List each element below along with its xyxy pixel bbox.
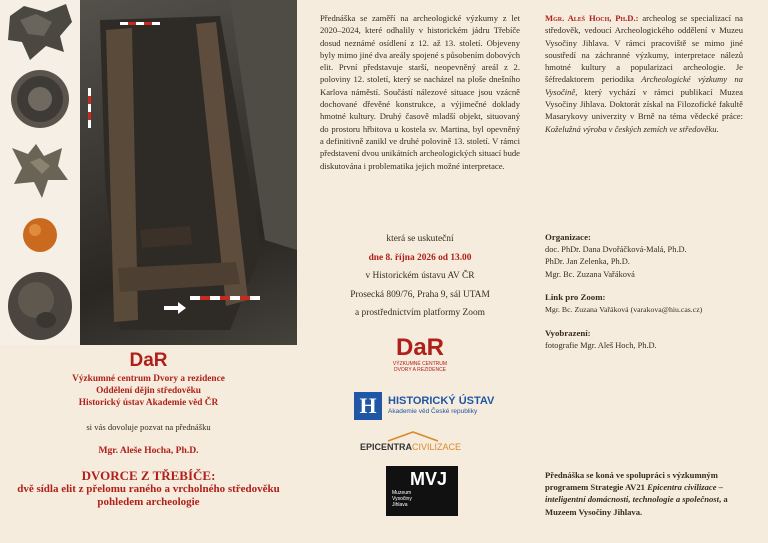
dar-logo-mark: DaR: [395, 334, 444, 361]
dar-logo-text: [380, 361, 460, 373]
event-address: Prosecká 809/76, Praha 9, sál UTAM: [350, 289, 490, 300]
cooperation-note: [545, 469, 745, 518]
ornament-image: [6, 140, 74, 200]
hu-logo-sub: Akademie věd České republiky: [388, 408, 478, 415]
excavation-image: [80, 0, 297, 345]
organizers-label: Organizace:: [545, 232, 591, 242]
org-line: Oddělení dějin středověku: [96, 386, 201, 397]
images-label: Vyobrazení:: [545, 328, 591, 338]
event-place-institute: v Historickém ústavu AV ČR: [365, 271, 475, 282]
epicentra-logo: [360, 430, 470, 456]
invite-text: si vás dovoluje pozvat na přednášku: [86, 421, 211, 432]
speaker-bio: [545, 12, 743, 135]
seal-image: [6, 68, 74, 130]
bio-text: archeolog se specializací na středověk, vedoucí Archeologického oddělení v Muzeu Vysočiny Jihlava. V rámci pracoviště se mimo jiné soustředí na záchranné výzkumy, interpretace nálezů hmotné kultury a popularizaci archeologie. Je šéfredaktorem periodika: [545, 13, 743, 85]
coop-program: Epicentra civilizace – inteligentní domácnosti, technologie a společnost: [545, 482, 723, 505]
mvj-line: Muzeum: [392, 490, 412, 496]
epicentra-roof-icon: [386, 430, 440, 442]
organizer-name: doc. PhDr. Dana Dvořáčková-Malá, Ph.D.: [545, 245, 687, 254]
event-intro: která se uskuteční: [386, 234, 454, 244]
dar-logo-line: VÝZKUMNÉ CENTRUM: [392, 361, 448, 367]
hu-logo-name: HISTORICKÝ ÚSTAV: [388, 395, 495, 407]
historicky-ustav-logo: [354, 392, 504, 420]
bio-thesis: Koželužná výroba v českých zemích ve středověku: [545, 123, 717, 134]
bead-image: [6, 212, 74, 258]
organizer-block: [0, 373, 297, 410]
mvj-logo-mark: MVJ: [410, 469, 448, 489]
bio-text-2: , který vychází v rámci publikací Muzea Vysočiny Jihlava. Doktorát získal na Filozofické fakultě Masarykovy univerzity v Brně na téma vědecké práce:: [545, 86, 743, 122]
mvj-line: Jihlava: [392, 502, 408, 508]
speaker-name: Mgr. Aleše Hocha, Ph.D.: [98, 444, 199, 456]
organizer-name: PhDr. Jan Zelenka, Ph.D.: [545, 257, 630, 267]
lecture-subtitle: [0, 483, 297, 510]
dar-logo-line: DVORY A REZIDENCE: [393, 367, 447, 373]
bio-journal: Archeologické výzkumy na Vysočině: [545, 74, 743, 97]
organizers-section: [545, 232, 755, 281]
epicentra-word: EPICENTRA: [360, 442, 413, 452]
zoom-section: [545, 292, 755, 316]
dar-logo: [380, 335, 460, 373]
zoom-contact: Mgr. Bc. Zuzana Vařáková (varakova@hiu.cas.cz): [545, 305, 703, 314]
event-date: dne 8. října 2026 od 13.00: [368, 252, 472, 263]
photo-panel: [0, 0, 297, 345]
organizer-list: [545, 244, 755, 281]
bio-end: .: [716, 123, 719, 134]
artifact-fragment-image: [6, 2, 74, 64]
abstract-text: Přednáška se zaměří na archeologické výzkumy z let 2020–2024, které odhalily v historickém jádru Třebíče dosud neznámé osídlení z 12. až 13. století. Objeveny byly mimo jiné dva areály spojené s působením dobových elit. První představuje starší, neopevněný areál z 2. poloviny 12. století, který se nacházel na ploše dnešního Karlova náměstí. Součástí nálezové situace jsou vzácně dochované dřevěné konstrukce, a výjimečné doklady hmotné kultury. Druhý časově mladší objekt, situovaný do prostoru hřbitova u kostela sv. Martina, byl opevněný a definitivně zanikl ve druhé polovině 13. století. V rámci představení dvou unikátních archeologických situací bude diskutována i problematika jejich možné interpretace.: [320, 13, 521, 171]
mvj-logo-text: [392, 490, 412, 508]
organizer-name: Mgr. Bc. Zuzana Vařáková: [545, 269, 635, 279]
coop-text: Přednáška se koná ve spolupráci s výzkumným programem Strategie AV21: [545, 470, 718, 493]
excavation-photo: [80, 0, 297, 345]
vessel-fragment-image: [6, 268, 74, 342]
dar-logo-small: DaR: [129, 350, 168, 371]
zoom-label: Link pro Zoom:: [545, 292, 606, 302]
subtitle-line: pohledem archeologie: [97, 496, 200, 509]
subtitle-line: dvě sídla elit z přelomu raného a vrcholného středověku: [17, 482, 280, 495]
bio-name: Mgr. Aleš Hoch, Ph.D.:: [545, 13, 639, 23]
hu-logo-mark: H: [354, 392, 382, 420]
event-zoom: a prostřednictvím platformy Zoom: [355, 308, 485, 319]
images-section: [545, 328, 755, 352]
civilizace-word: CIVILIZACE: [412, 442, 462, 452]
lecture-title: DVORCE Z TŘEBÍČE:: [81, 467, 216, 483]
org-line: Historický ústav Akademie věd ČR: [78, 398, 219, 409]
artifact-strip: [0, 0, 80, 345]
mvj-logo: [386, 466, 458, 516]
mvj-line: Vysočiny: [392, 496, 412, 502]
left-invitation: [0, 350, 297, 510]
coop-text-2: , a Muzeem Vysočiny Jihlava.: [545, 494, 728, 517]
images-credit: fotografie Mgr. Aleš Hoch, Ph.D.: [545, 341, 657, 350]
epicentra-text: [360, 442, 461, 452]
event-details: [310, 230, 530, 323]
org-line: Výzkumné centrum Dvory a rezidence: [72, 374, 225, 384]
